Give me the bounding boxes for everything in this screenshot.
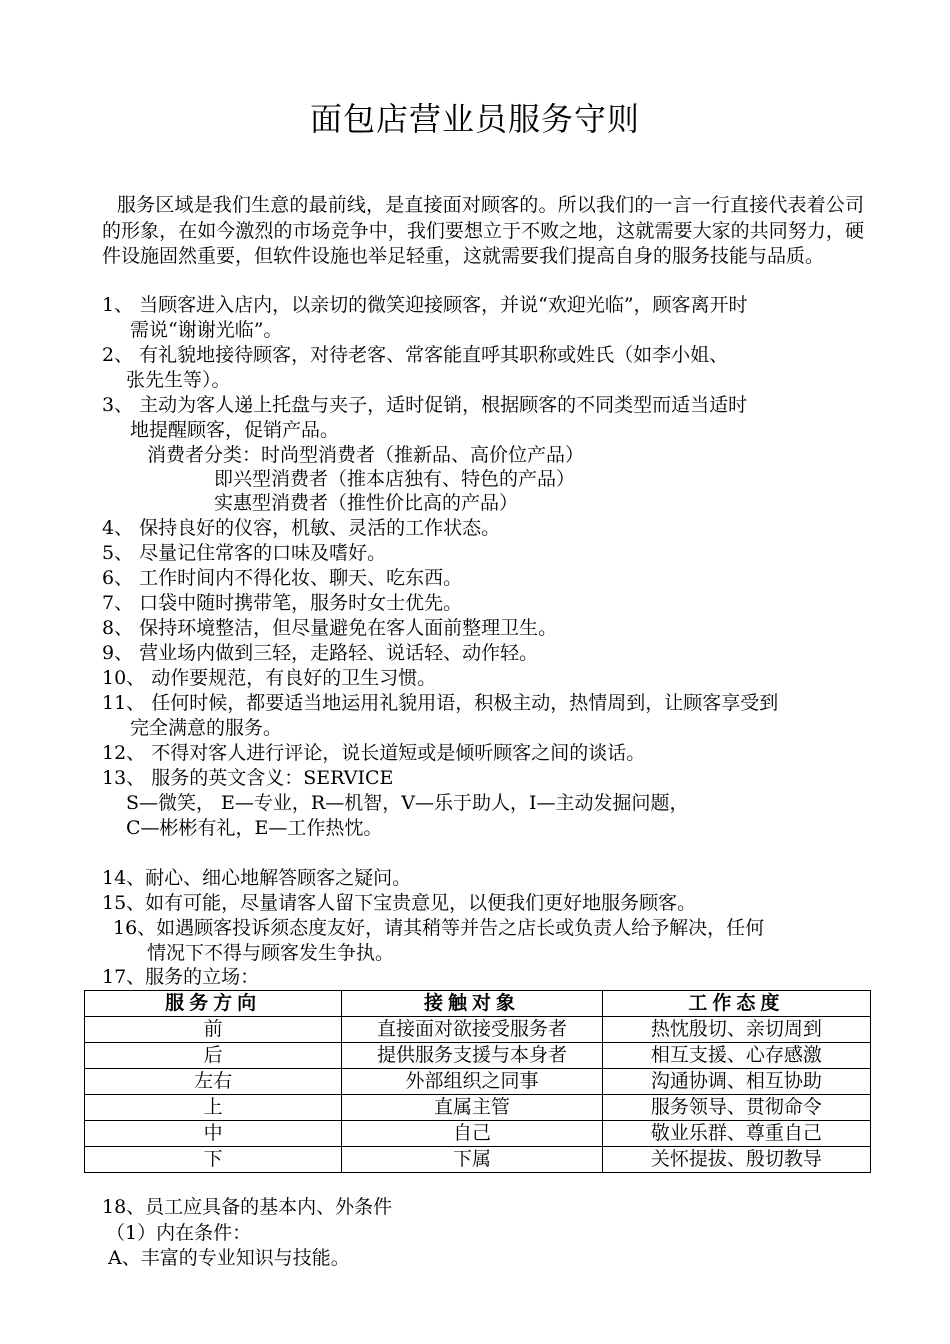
rule-1-line-1: 1、 当顾客进入店内，以亲切的微笑迎接顾客，并说“欢迎光临”，顾客离开时 [102, 294, 748, 316]
table-row [85, 1017, 871, 1043]
rule-10: 10、 动作要规范，有良好的卫生习惯。 [102, 667, 437, 689]
table-cell: 自己 [342, 1121, 602, 1147]
table-cell: 下属 [342, 1147, 602, 1173]
consumer-type-1: 消费者分类：时尚型消费者（推新品、高价位产品） [147, 444, 585, 466]
header-attitude: 工作态度 [602, 991, 870, 1017]
inner-conditions-heading: （1）内在条件： [106, 1222, 252, 1244]
rule-6: 6、 工作时间内不得化妆、聊天、吃东西。 [102, 567, 463, 589]
rule-3-line-1: 3、 主动为客人递上托盘与夹子，适时促销，根据顾客的不同类型而适当适时 [102, 394, 748, 416]
table-cell: 直接面对欲接受服务者 [342, 1017, 602, 1043]
rule-3-line-2: 地提醒顾客，促销产品。 [130, 419, 340, 441]
rule-14: 14、耐心、细心地解答顾客之疑问。 [102, 867, 412, 889]
rule-15: 15、如有可能，尽量请客人留下宝贵意见，以便我们更好地服务顾客。 [102, 892, 697, 914]
rule-7: 7、 口袋中随时携带笔，服务时女士优先。 [102, 592, 463, 614]
rule-18: 18、员工应具备的基本内、外条件 [102, 1196, 393, 1218]
table-cell: 下 [85, 1147, 342, 1173]
rule-11-line-2: 完全满意的服务。 [130, 717, 283, 739]
table-row [85, 1043, 871, 1069]
table-cell: 左右 [85, 1069, 342, 1095]
intro-paragraph: 服务区域是我们生意的最前线，是直接面对顾客的。所以我们的一言一行直接代表着公司的形象，在如今激烈的市场竞争中，我们要想立于不败之地，这就需要大家的共同努力，硬件设施固然重要，但软件设施也举足轻重，这就需要我们提高自身的服务技能与品质。 [102, 194, 864, 267]
table-cell: 服务领导、贯彻命令 [602, 1095, 870, 1121]
consumer-type-2: 即兴型消费者（推本店独有、特色的产品） [214, 468, 576, 490]
table-cell: 中 [85, 1121, 342, 1147]
table-cell: 热忱殷切、亲切周到 [602, 1017, 870, 1043]
rule-4: 4、 保持良好的仪容，机敏、灵活的工作状态。 [102, 517, 501, 539]
table-row [85, 1095, 871, 1121]
table-row [85, 1147, 871, 1173]
service-position-table [84, 990, 871, 1173]
table-row [85, 1121, 871, 1147]
rule-8: 8、 保持环境整洁，但尽量避免在客人面前整理卫生。 [102, 617, 558, 639]
table-cell: 直属主管 [342, 1095, 602, 1121]
inner-condition-a: A、丰富的专业知识与技能。 [108, 1247, 350, 1269]
table-cell: 前 [85, 1017, 342, 1043]
table-row [85, 1069, 871, 1095]
rule-11-line-1: 11、 任何时候，都要适当地运用礼貌用语，积极主动，热情周到，让顾客享受到 [102, 692, 779, 714]
table-cell: 后 [85, 1043, 342, 1069]
table-cell: 提供服务支援与本身者 [342, 1043, 602, 1069]
table-cell: 敬业乐群、尊重自己 [602, 1121, 870, 1147]
rule-5: 5、 尽量记住常客的口味及嗜好。 [102, 542, 387, 564]
rule-12: 12、 不得对客人进行评论，说长道短或是倾听顾客之间的谈话。 [102, 742, 646, 764]
table-cell: 相互支援、心存感激 [602, 1043, 870, 1069]
rule-17: 17、服务的立场： [102, 966, 260, 988]
service-meaning-line-2: C—彬彬有礼，E—工作热忱。 [126, 817, 383, 839]
rule-1-line-2: 需说“谢谢光临”。 [130, 319, 283, 341]
consumer-type-3: 实惠型消费者（推性价比高的产品） [214, 492, 519, 514]
rule-2-line-2: 张先生等）。 [126, 369, 231, 391]
service-meaning-line-1: S—微笑， E—专业，R—机智，V—乐于助人，I—主动发掘问题， [126, 792, 689, 814]
header-direction: 服务方向 [85, 991, 342, 1017]
rule-13: 13、 服务的英文含义：SERVICE [102, 767, 394, 789]
document-title: 面包店营业员服务守则 [309, 100, 640, 138]
rule-9: 9、 营业场内做到三轻，走路轻、说话轻、动作轻。 [102, 642, 539, 664]
table-cell: 上 [85, 1095, 342, 1121]
table-header-row [85, 991, 871, 1017]
rule-2-line-1: 2、 有礼貌地接待顾客，对待老客、常客能直呼其职称或姓氏（如李小姐、 [102, 344, 729, 366]
rule-16-line-2: 情况下不得与顾客发生争执。 [147, 942, 395, 964]
table-cell: 外部组织之同事 [342, 1069, 602, 1095]
table-cell: 关怀提拔、殷切教导 [602, 1147, 870, 1173]
table-cell: 沟通协调、相互协助 [602, 1069, 870, 1095]
header-contact: 接触对象 [342, 991, 602, 1017]
rule-16-line-1: 16、如遇顾客投诉须态度友好，请其稍等并告之店长或负责人给予解决，任何 [113, 917, 765, 939]
